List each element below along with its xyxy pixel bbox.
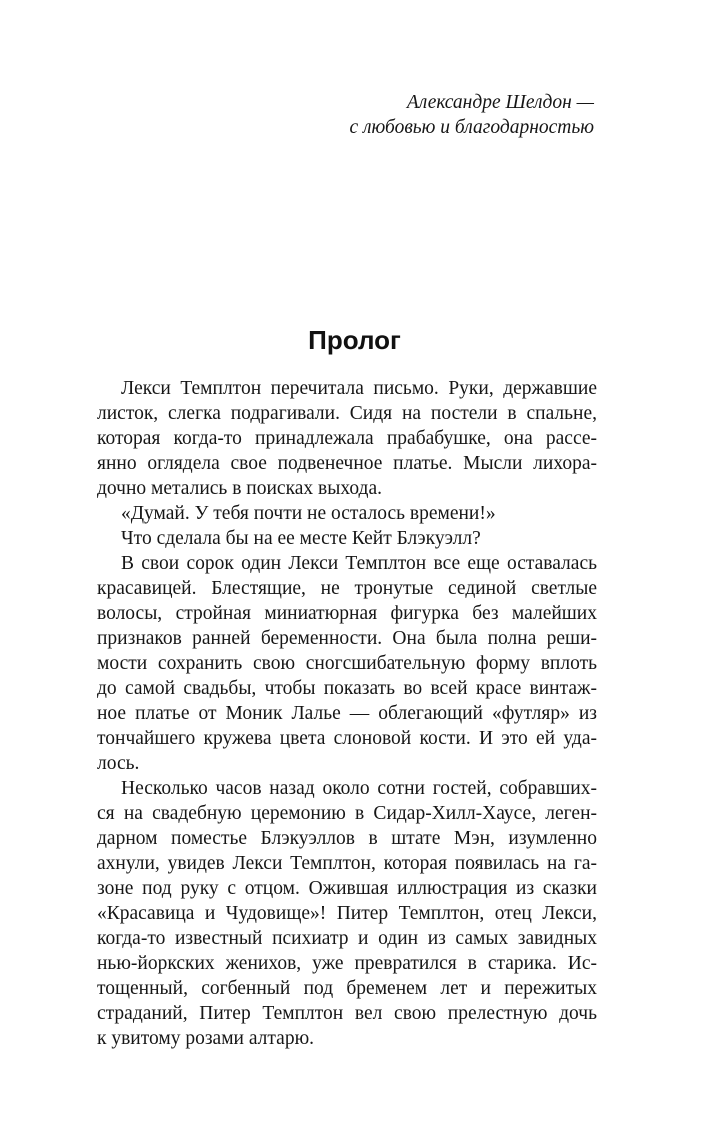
text-line: тончайшего кружева цвета слоновой кости. И это ей уда- xyxy=(97,728,597,749)
paragraph xyxy=(97,526,597,551)
text-line: листок, слегка подрагивали. Сидя на постели в спальне, xyxy=(97,403,597,424)
text-line: В свои сорок один Лекси Темплтон все еще оставалась xyxy=(121,553,597,574)
dedication-line: с любовью и благодарностью xyxy=(349,117,594,138)
text-line: тощенный, согбенный под бременем лет и пережитых xyxy=(97,978,597,999)
paragraph xyxy=(97,551,597,776)
text-line: зоне под руку с отцом. Ожившая иллюстрация из сказки xyxy=(97,878,597,899)
text-line: ся на свадебную церемонию в Сидар-Хилл-Хаусе, леген- xyxy=(97,803,597,824)
text-line: мости сохранить свою сногсшибательную форму вплоть xyxy=(97,653,597,674)
chapter-title: Пролог xyxy=(308,325,401,355)
body-text xyxy=(97,376,597,1051)
text-line: до самой свадьбы, чтобы показать во всей красе винтаж- xyxy=(97,678,597,699)
text-line: янно оглядела свое подвенечное платье. Мысли лихора- xyxy=(97,453,597,474)
paragraph xyxy=(97,501,597,526)
text-line: волосы, стройная миниатюрная фигурка без малейших xyxy=(97,603,597,624)
text-line: ное платье от Моник Лалье — облегающий «футляр» из xyxy=(97,703,597,724)
text-line: к увитому розами алтарю. xyxy=(97,1028,315,1049)
text-line: нью-йоркских женихов, уже превратился в старика. Ис- xyxy=(97,953,597,974)
text-line: «Красавица и Чудовище»! Питер Темплтон, отец Лекси, xyxy=(97,903,597,924)
text-line: Что сделала бы на ее месте Кейт Блэкуэлл? xyxy=(121,528,481,549)
paragraph xyxy=(97,376,597,501)
text-line: Лекси Темплтон перечитала письмо. Руки, державшие xyxy=(121,378,597,399)
text-line: признаков ранней беременности. Она была полна реши- xyxy=(97,628,597,649)
paragraph xyxy=(97,776,597,1051)
text-line: красавицей. Блестящие, не тронутые сединой светлые xyxy=(97,578,597,599)
text-line: страданий, Питер Темплтон вел свою прелестную дочь xyxy=(97,1003,597,1024)
text-line: когда-то известный психиатр и один из самых завидных xyxy=(97,928,597,949)
text-line: «Думай. У тебя почти не осталось времени!» xyxy=(121,503,496,524)
dedication-line: Александре Шелдон — xyxy=(406,92,594,113)
text-line: дочно метались в поисках выхода. xyxy=(97,478,382,499)
dedication xyxy=(350,90,594,140)
text-line: дарном поместье Блэкуэллов в штате Мэн, изумленно xyxy=(97,828,597,849)
text-line: которая когда-то принадлежала прабабушке, она рассе- xyxy=(97,428,597,449)
text-line: Несколько часов назад около сотни гостей, собравших- xyxy=(121,778,597,799)
text-line: ахнули, увидев Лекси Темплтон, которая появилась на га- xyxy=(97,853,597,874)
text-line: лось. xyxy=(97,753,140,774)
